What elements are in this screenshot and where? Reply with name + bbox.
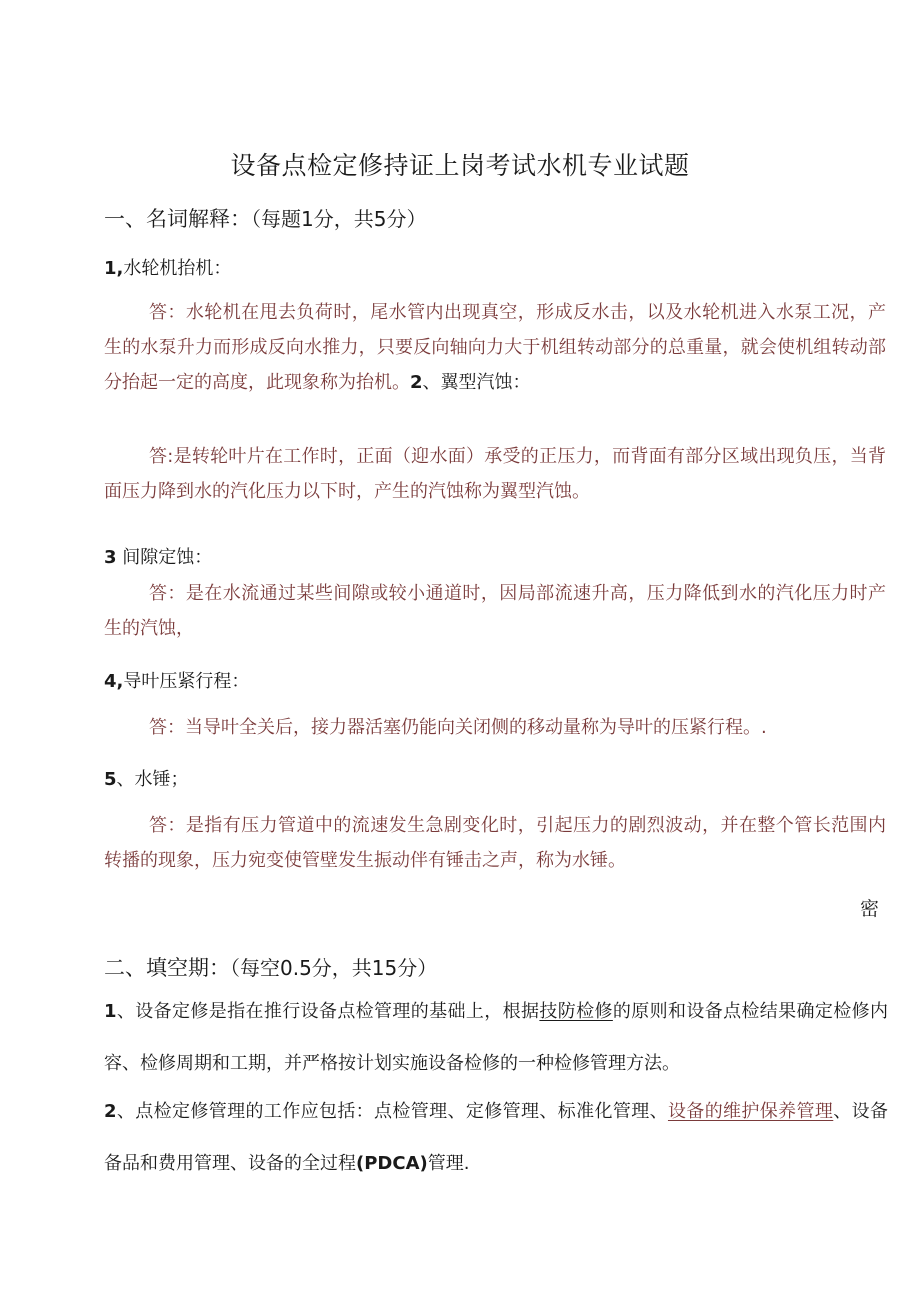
answer-4: 答：当导叶全关后，接力器活塞仍能向关闭侧的移动量称为导叶的压紧行程。. <box>149 717 767 738</box>
fill-2-blank-answer: 设备的维护保养管理 <box>667 1101 834 1122</box>
answer-2: 答:是转轮叶片在工作时，正面（迎水面）承受的正压力，而背面有部分区域出现负压，当背面压力降到水的汽化压力以下时，产生的汽蚀称为翼型汽蚀。 <box>104 446 886 502</box>
fill-2-abbr: (PDCA) <box>356 1153 428 1174</box>
fill-2-number: 2 <box>104 1101 117 1122</box>
section-2-score: （每空0.5分，共15分） <box>230 956 438 980</box>
question-4-number: 4, <box>104 671 124 692</box>
question-1-number: 1, <box>104 258 124 279</box>
section-1-label: 一、名词解释： <box>104 207 251 231</box>
fill-2-mid: 、设备备品和费用管理、设备的全过程 <box>104 1101 889 1174</box>
fill-2-post: 管理. <box>427 1153 470 1174</box>
answer-1-text: 答：水轮机在甩去负荷时，尾水管内出现真空，形成反水击，以及水轮机进入水泵工况，产生的水泵升力而形成反向水推力，只要反向轴向力大于机组转动部分的总重量，就会使机组转动部分抬起一定的高度，此现象称为抬机。 <box>104 302 886 393</box>
fill-2-pre: 、点检定修管理的工作应包括：点检管理、定修管理、标准化管理、 <box>116 1101 668 1122</box>
answer-5: 答：是指有压力管道中的流速发生急剧变化时，引起压力的剧烈波动，并在整个管长范围内转播的现象，压力宛变使管壁发生振动伴有锤击之声，称为水锤。 <box>104 815 886 871</box>
fill-1-pre: 、设备定修是指在推行设备点检管理的基础上，根据 <box>116 1001 540 1022</box>
question-2-term: 、翼型汽蚀： <box>422 372 531 393</box>
section-2-heading <box>104 952 437 982</box>
fill-1-post: 的原则和设备点检结果确定检修内容、检修周期和工期，并严格按计划实施设备检修的一种检修管理方法。 <box>104 1001 889 1074</box>
answer-3: 答：是在水流通过某些间隙或较小通道时，因局部流速升高，压力降低到水的汽化压力时产生的汽蚀， <box>104 583 886 639</box>
section-1-heading <box>104 203 426 233</box>
question-3-term: 间隙定蚀： <box>122 547 213 568</box>
question-1-term: 水轮机抬机： <box>123 258 232 279</box>
question-5 <box>104 765 189 791</box>
margin-mark: 密 <box>860 898 880 920</box>
answer-1 <box>104 295 886 400</box>
question-3-number: 3 <box>104 547 117 568</box>
document-title: 设备点检定修持证上岗考试水机专业试题 <box>230 151 690 180</box>
question-2-heading <box>410 372 531 393</box>
section-1-score: （每题1分，共5分） <box>251 207 427 231</box>
question-1 <box>104 254 231 280</box>
fill-1-number: 1 <box>104 1001 117 1022</box>
fill-blank-1 <box>104 986 888 1090</box>
fill-1-blank-answer: 技防检修 <box>539 1001 613 1022</box>
question-2-number: 2 <box>410 372 423 393</box>
question-3 <box>104 543 212 569</box>
question-4 <box>104 667 249 693</box>
section-2-label: 二、填空期： <box>104 956 230 980</box>
fill-blank-2 <box>104 1086 888 1190</box>
question-4-term: 导叶压紧行程： <box>123 671 250 692</box>
question-5-term: 、水锤； <box>116 769 189 790</box>
question-5-number: 5 <box>104 769 117 790</box>
